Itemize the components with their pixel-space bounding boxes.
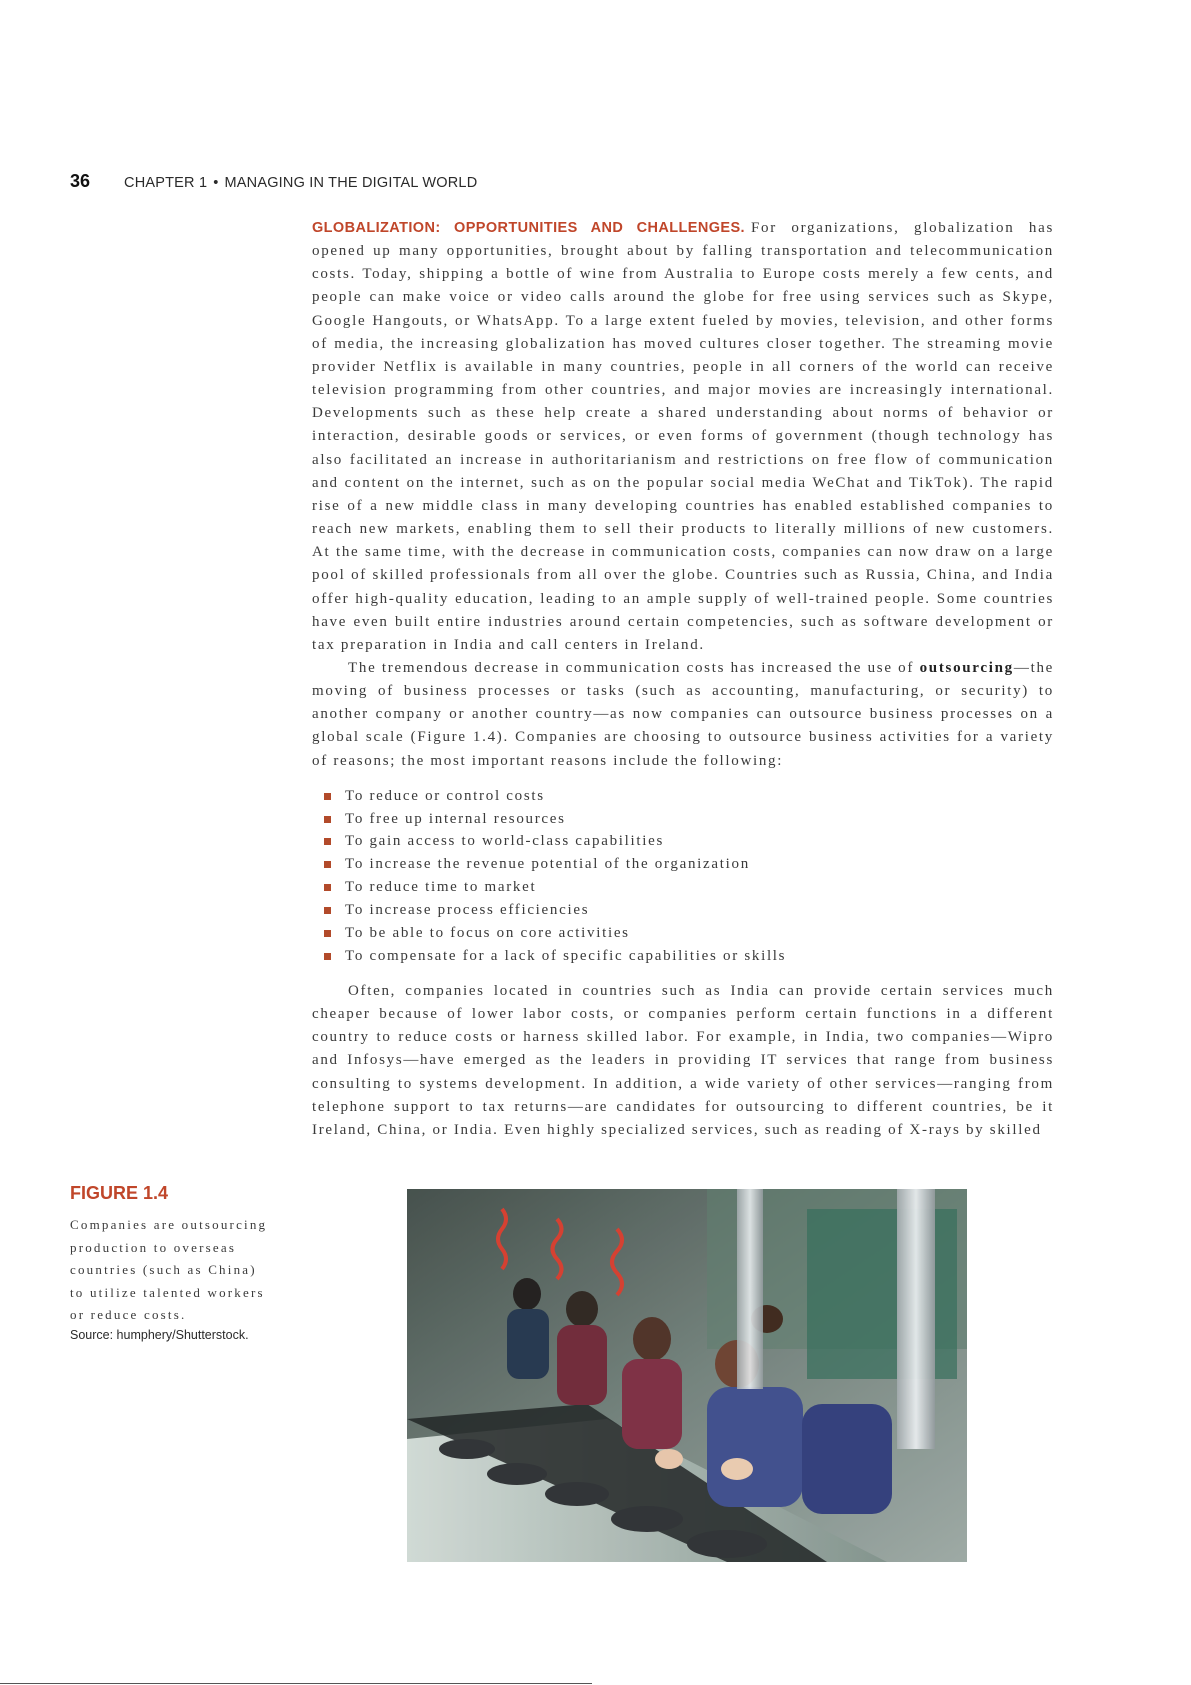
- square-bullet-icon: [324, 838, 331, 845]
- chapter-title: MANAGING IN THE DIGITAL WORLD: [224, 175, 478, 191]
- list-item: [324, 876, 1054, 899]
- list-item-text: To increase the revenue potential of the organization: [345, 856, 750, 873]
- square-bullet-icon: [324, 861, 331, 868]
- paragraph-outsourcing: [312, 657, 1054, 773]
- section-heading: GLOBALIZATION: OPPORTUNITIES AND CHALLENGES.: [312, 220, 745, 236]
- running-head: [124, 175, 477, 191]
- chapter-label: CHAPTER 1: [124, 175, 208, 191]
- square-bullet-icon: [324, 907, 331, 914]
- running-header: [70, 171, 477, 195]
- square-bullet-icon: [324, 953, 331, 960]
- square-bullet-icon: [324, 884, 331, 891]
- list-item: [324, 922, 1054, 945]
- list-item: [324, 831, 1054, 854]
- body-text: [312, 217, 1054, 1142]
- figure-source: Source: humphery/Shutterstock.: [70, 1327, 249, 1342]
- figure-photo: [407, 1189, 967, 1562]
- list-item-text: To free up internal resources: [345, 810, 566, 827]
- paragraph-2-text-after: —the moving of business processes or tasks (such as accounting, manufacturing, or security) to another company or another country—as now companies can outsource business processes on a global scale (Figure 1.4). Companies are choosing to outsource business activities for a variety of reasons; the most important reasons include the following:: [312, 659, 1055, 769]
- paragraph-offshoring: Often, companies located in countries such as India can provide certain services much cheaper because of lower labor costs, or companies perform certain functions in a different country to reduce costs or harness skilled labor. For example, in India, two companies—Wipro and Infosys—have emerged as the leaders in providing IT services that range from business consulting to systems development. In addition, a wide variety of other services—ranging from telephone support to tax returns—are candidates for outsourcing to different countries, be it Ireland, China, or India. Even highly specialized services, such as reading of X-rays by skilled: [312, 982, 1054, 1138]
- key-term-outsourcing: outsourcing: [919, 659, 1014, 676]
- list-item: [324, 808, 1054, 831]
- list-item-text: To reduce time to market: [345, 879, 537, 896]
- list-item-text: To increase process efficiencies: [345, 902, 590, 919]
- page-number: 36: [70, 171, 91, 191]
- list-item: [324, 945, 1054, 968]
- footer-rule: [0, 1683, 592, 1684]
- list-item-text: To gain access to world-class capabilities: [345, 833, 665, 850]
- list-item-text: To compensate for a lack of specific capabilities or skills: [345, 947, 787, 964]
- reasons-list: [312, 785, 1054, 968]
- square-bullet-icon: [324, 930, 331, 937]
- list-item-text: To reduce or control costs: [345, 787, 545, 804]
- paragraph-1-text: For organizations, globalization has opened up many opportunities, brought about by falling transportation and telecommunication costs. Today, shipping a bottle of wine from Australia to Europe costs merely a few cents, and people can make voice or video calls around the globe for free using services such as Skype, Google Hangouts, or WhatsApp. To a large extent fueled by movies, television, and other forms of media, the increasing globalization has moved cultures closer together. The streaming movie provider Netflix is available in many countries, people in all corners of the world can receive television programming from other countries, and major movies are increasingly international. Developments such as these help create a shared understanding about norms of behavior or interaction, desirable goods or services, or even forms of government (though technology has also facilitated an increase in authoritarianism and restrictions on free flow of communication and content on the internet, such as on the popular social media WeChat and TikTok). The rapid rise of a new middle class in many developing countries has enabled established companies to reach new markets, enabling them to sell their products to literally millions of new customers. At the same time, with the decrease in communication costs, companies can now draw on a large pool of skilled professionals from all over the globe. Countries such as Russia, China, and India offer high-quality education, leading to an ample supply of well-trained people. Some countries have even built entire industries around certain competencies, such as software development or tax preparation in India and call centers in Ireland.: [312, 220, 1054, 653]
- list-item: [324, 899, 1054, 922]
- list-item: [324, 785, 1054, 808]
- square-bullet-icon: [324, 793, 331, 800]
- paragraph-globalization: [312, 217, 1054, 657]
- factory-workers-photo: [407, 1189, 967, 1562]
- square-bullet-icon: [324, 816, 331, 823]
- list-item: [324, 853, 1054, 876]
- paragraph-2-text-before: The tremendous decrease in communication costs has increased the use of: [348, 659, 915, 676]
- figure-caption: [70, 1183, 270, 1342]
- header-separator: •: [213, 175, 219, 191]
- figure-label: FIGURE 1.4: [70, 1183, 169, 1203]
- list-item-text: To be able to focus on core activities: [345, 924, 630, 941]
- figure-caption-text: Companies are outsourcing production to overseas countries (such as China) to utilize talented workers or reduce costs.: [70, 1217, 268, 1322]
